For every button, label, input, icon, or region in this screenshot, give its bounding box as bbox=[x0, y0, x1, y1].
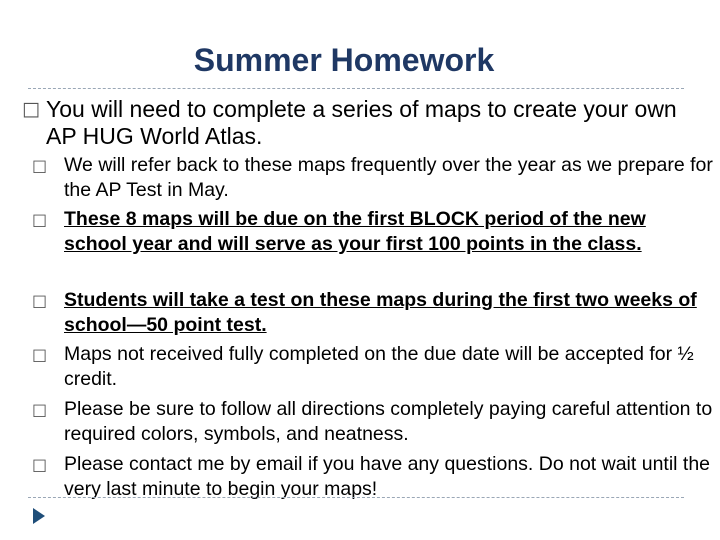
bullet-item-5 bbox=[32, 342, 714, 392]
bullet-item-7 bbox=[32, 452, 714, 502]
bullet-item-1 bbox=[22, 96, 712, 150]
slide-title: Summer Homework bbox=[193, 42, 495, 78]
play-arrow-icon[interactable] bbox=[32, 507, 46, 525]
bullet-text: We will refer back to these maps frequently over the year as we prepare for the AP Test in May. bbox=[64, 154, 713, 201]
checkbox-bullet-icon: □ bbox=[32, 291, 48, 310]
checkbox-bullet-icon: □ bbox=[32, 455, 48, 474]
bullet-item-4 bbox=[32, 288, 714, 338]
checkbox-bullet-icon: □ bbox=[32, 210, 48, 229]
bullet-item-3 bbox=[32, 207, 714, 257]
bullet-item-6 bbox=[32, 397, 714, 447]
checkbox-bullet-icon: □ bbox=[22, 98, 40, 120]
bullet-text-emphasized: Students will take a test on these maps during the first two weeks of school—50 point test. bbox=[64, 289, 697, 336]
checkbox-bullet-icon: □ bbox=[32, 156, 48, 175]
bullet-text-emphasized: These 8 maps will be due on the first BLOCK period of the new school year and will serve as your first 100 points in the class. bbox=[64, 208, 646, 255]
bullet-text: Please be sure to follow all directions completely paying careful attention to required colors, symbols, and neatness. bbox=[64, 398, 713, 445]
bullet-text: You will need to complete a series of maps to create your own AP HUG World Atlas. bbox=[46, 96, 677, 149]
footer-divider bbox=[28, 497, 684, 498]
bullet-text: Maps not received fully completed on the due date will be accepted for ½ credit. bbox=[64, 343, 694, 390]
checkbox-bullet-icon: □ bbox=[32, 400, 48, 419]
checkbox-bullet-icon: □ bbox=[32, 345, 48, 364]
bullet-item-2 bbox=[32, 153, 714, 203]
bullet-text: Please contact me by email if you have any questions. Do not wait until the very last minute to begin your maps! bbox=[64, 453, 711, 500]
